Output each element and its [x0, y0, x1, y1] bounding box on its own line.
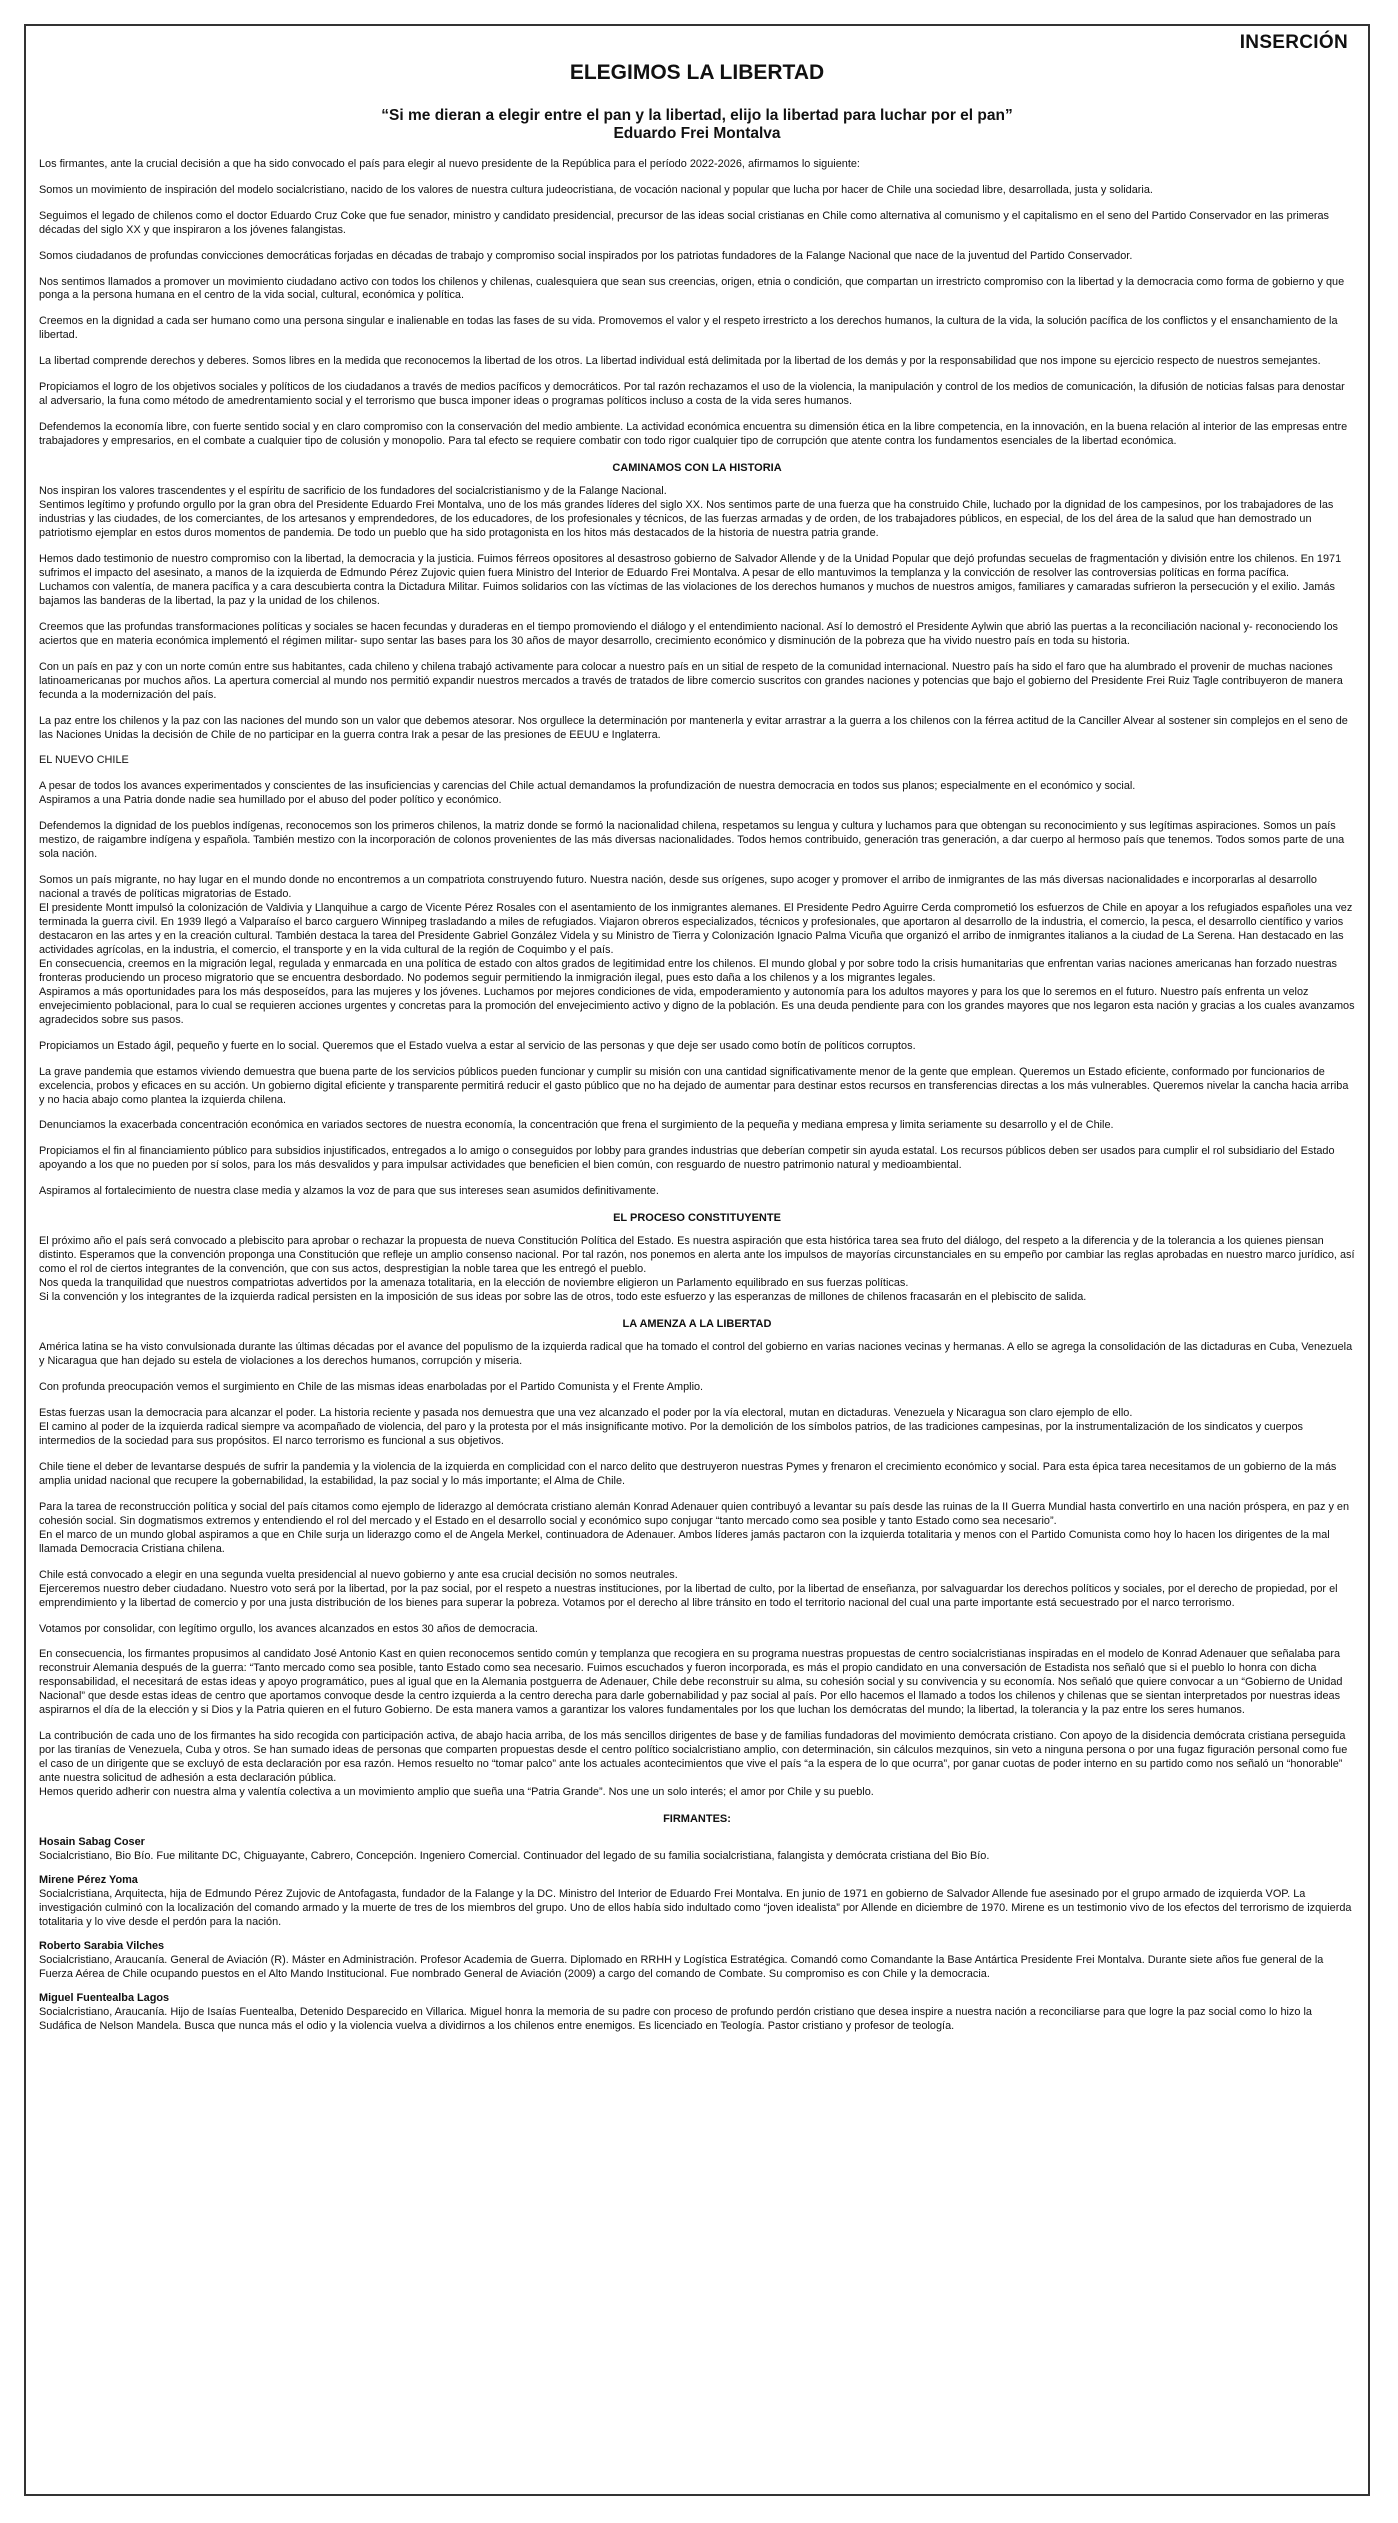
paragraph: Creemos en la dignidad a cada ser humano como una persona singular e inalienable en todas las fases de su vida. Promovemos el valor y el respeto irrestricto a los derechos humanos, la cultura de la vida, la solución pacífica de los conflictos y el ensanchamiento de la libertad.: [39, 315, 1338, 342]
paragraph: La libertad comprende derechos y deberes. Somos libres en la medida que reconocemos la libertad de los otros. La libertad individual está delimitada por la libertad de los demás y por la responsabilidad que nos impone su ejercicio respecto de nuestros semejantes.: [39, 355, 1321, 368]
firmante: [39, 1940, 1355, 1982]
firmante-name: Miguel Fuentealba Lagos: [39, 1991, 170, 2004]
amenaza-section: [39, 1341, 1355, 1800]
epigraph-quote: “Si me dieran a elegir entre el pan y la libertad, elijo la libertad para luchar por el pan”: [381, 106, 1013, 124]
paragraph: Con profunda preocupación vemos el surgimiento en Chile de las mismas ideas enarboladas por el Partido Comunista y el Frente Amplio.: [39, 1381, 704, 1394]
paragraph: Seguimos el legado de chilenos como el doctor Eduardo Cruz Coke que fue senador, ministro y candidato presidencial, precursor de las ideas social cristianas en Chile como alternativa al comunismo y el capitalismo en el seno del Partido Conservador en las primeras décadas del siglo XX y que inspiraron a los jóvenes falangistas.: [39, 209, 1330, 236]
firmante-name: Roberto Sarabia Vilches: [39, 1939, 165, 1952]
paragraph: A pesar de todos los avances experimentados y conscientes de las insuficiencias y carencias del Chile actual demandamos la profundización de nuestra democracia en todos sus planos; especialmente en el económico y social. Aspiramos a una Patria donde nadie sea humillado por el abuso del poder político y económico.: [39, 780, 1136, 807]
constituyente-section: [39, 1235, 1355, 1305]
paragraph: Aspiramos al fortalecimiento de nuestra clase media y alzamos la voz de para que sus intereses sean asumidos definitivamente.: [39, 1185, 659, 1198]
paragraph: Hemos dado testimonio de nuestro compromiso con la libertad, la democracia y la justicia. Fuimos férreos opositores al desastroso gobierno de Salvador Allende y de la Unidad Popular que dejó profundas secuelas de fragmentación y división entre los chilenos. En 1971 sufrimos el impacto del asesinato, a manos de la izquierda de Edmundo Pérez Zujovic quien fuera Ministro del Interior de Eduardo Frei Montalva. A pesar de ello mantuvimos la templanza y la convicción de resolver las controversias políticas en forma pacífica. Luchamos con valentía, de manera pacífica y a cara descubierta contra la Dictadura Militar. Fuimos solidarios con las víctimas de las violaciones de los derechos humanos y muchos de nuestros amigos, familiares y camaradas sufrieron la persecución y el exilio. Jamás bajamos las banderas de la libertad, la paz y la unidad de los chilenos.: [39, 552, 1342, 607]
paragraph: Nos inspiran los valores trascendentes y el espíritu de sacrificio de los fundadores del socialcristianismo y de la Falange Nacional. Sentimos legítimo y profundo orgullo por la gran obra del Presidente Eduardo Frei Montalva, uno de los más grandes líderes del siglo XX. Nos sentimos parte de una fuerza que ha construido Chile, luchado por la dignidad de los campesinos, por los trabajadores de las industrias y las ciudades, de los comerciantes, de los artesanos y emprendedores, de los educadores, de los profesionales y técnicos, de las fuerzas armadas y de orden, de los trabajadores públicos, en especial, de los del área de la salud que han demostrado un patriotismo ejemplar en estos duros momentos de pandemia. De todo un pueblo que ha sido protagonista en los hitos más destacados de la historia de nuestra patria grande.: [39, 485, 1334, 540]
paragraph: En consecuencia, los firmantes propusimos al candidato José Antonio Kast en quien reconocemos sentido común y templanza que recogiera en su programa nuestras propuestas de centro socialcristianas inspiradas en el modelo de Konrad Adenauer que señalaba para reconstruir Alemania después de la guerra: “Tanto mercado como sea posible, tanto Estado como sea necesario. Fuimos escuchados y fueron incorporada, es más el propio candidato en una conversación de Estadista nos señaló que si el pueblo lo honra con dicha responsabilidad, el necesitará de estas ideas y apoyo programático, pues al igual que en la Alemania postguerra de Adenauer, Chile debe reconstruir su alma, su cohesión social y su convivencia y su economía. Nos señaló que quiere convocar a un “Gobierno de Unidad Nacional” que desde estas ideas de centro que aportamos convoque desde la centro izquierda a la centro derecha para darle gobernabilidad y paz social al país. Por ello hacemos el llamado a todos los chilenos y chilenas que se sientan interpretados por nuestras ideas aspirarnos el día de la elección y si Dios y la Patria quieren en el futuro Gobierno. De esta manera vamos a garantizar los valores fundamentales por los que luchan los demócratas del mundo; la libertad, la tolerancia y la paz entre los seres humanos.: [39, 1648, 1343, 1717]
insercion-label: INSERCIÓN: [1239, 32, 1348, 53]
epigraph-author: Eduardo Frei Montalva: [613, 124, 781, 142]
firmante-bio: Socialcristiana, Arquitecta, hija de Edmundo Pérez Zujovic de Antofagasta, fundador de la Falange y la DC. Ministro del Interior de Eduardo Frei Montalva. En junio de 1971 en gobierno de Salvador Allende fue asesinado por el grupo armado de izquierda VOP. La investigación culminó con la localización del comando armado y la muerte de tres de los miembros del grupo. Uno de ellos había sido indultado como “joven idealista” por Allende en diciembre de 1970. Mirene es un testimonio vivo de los efectos del terrorismo de izquierda totalitaria y lo vive desde el perdón para la nación.: [39, 1887, 1352, 1928]
firmante-bio: Socialcristiano, Araucanía. General de Aviación (R). Máster en Administración. Profesor Academia de Guerra. Diplomado en RRHH y Logística Estratégica. Comandó como Comandante la Base Antártica Presidente Frei Montalva. Durante siete años fue general de la Fuerza Aérea de Chile ocupando puestos en el Alto Mando Institucional. Fue nombrado General de Aviación (2009) a cargo del comando de Combate. Su compromiso es con Chile y la democracia.: [39, 1953, 1324, 1980]
paragraph: Los firmantes, ante la crucial decisión a que ha sido convocado el país para elegir al nuevo presidente de la República para el período 2022-2026, afirmamos lo siguiente:: [39, 157, 860, 170]
historia-section: [39, 485, 1355, 742]
firmantes-list: [39, 1836, 1355, 2033]
paragraph: Creemos que las profundas transformaciones políticas y sociales se hacen fecundas y duraderas en el tiempo promoviendo el diálogo y el entendimiento nacional. Así lo demostró el Presidente Aylwin que abrió las puertas a la reconciliación nacional y- reconociendo los aciertos que en materia económica implementó el régimen militar- supo sentar las bases para los 30 años de mayor desarrollo, crecimiento económico y disminución de la pobreza que ha vivido nuestro país en toda su historia.: [39, 620, 1338, 647]
paragraph: Somos un país migrante, no hay lugar en el mundo donde no encontremos a un compatriota construyendo futuro. Nuestra nación, desde sus orígenes, supo acoger y promover el arribo de inmigrantes de las más diversas nacionalidades e incorporarlas al desarrollo nacional a través de políticas migratorias de Estado. El presidente Montt impulsó la colonización de Valdivia y Llanquihue a cargo de Vicente Pérez Rosales con el asentamiento de los inmigrantes alemanes. El Presidente Pedro Aguirre Cerda comprometió los esfuerzos de Chile en apoyar a los refugiados españoles una vez terminada la guerra civil. En 1939 llegó a Valparaíso el barco carguero Winnipeg trasladando a miles de refugiados. Viajaron obreros especializados, técnicos y profesionales, que aportaron al desarrollo de la industria, el comercio, la pesca, el desarrollo científico y varios destacaron en las artes y en la creación cultural. También destaca la tarea del Presidente Gabriel González Videla y su Ministro de Tierra y Colonización Ignacio Palma Vicuña que organizó el arribo de inmigrantes italianos a la ciudad de La Serena. Han destacado en las actividades agrícolas, en la industria, el comercio, el transporte y en la vida cultural de la región de Coquimbo y el país. En consecuencia, creemos en la migración legal, regulada y enmarcada en una política de estado con altos grados de legitimidad entre los chilenos. El mundo global y por sobre todo la crisis humanitarias que enfrentan varias naciones americanas han forzado nuestras fronteras produciendo un proceso migratorio que se encuentra desbordado. No podemos seguir permitiendo la inmigración ilegal, pues esto daña a los chilenos y a los migrantes legales. Aspiramos a más oportunidades para los más desposeídos, para las mujeres y los jóvenes. Luchamos por mejores condiciones de vida, empoderamiento y autonomía para los adultos mayores y para los que lo seremos en el futuro. Nuestro país enfrenta un veloz envejecimiento poblacional, para lo cual se requieren acciones urgentes y concretas para la promoción del envejecimiento activo y digno de la población. Es una deuda pendiente para con los grandes mayores que nos legaron esta nación y gracias a los cuales avanzamos agradecidos sobre sus pasos.: [39, 874, 1355, 1026]
paragraph: Con un país en paz y con un norte común entre sus habitantes, cada chileno y chilena trabajó activamente para colocar a nuestro país en un sitial de respeto de la comunidad internacional. Nuestro país ha sido el faro que ha alumbrado el provenir de muchas naciones latinoamericanas por muchos años. La apertura comercial al mundo nos permitió expandir nuestros mercados a través de tratados de libre comercio suscritos con grandes naciones y potencias que bajo el gobierno del Presidente Frei Ruiz Tagle contribuyeron de manera fecunda a la modernización del país.: [39, 660, 1343, 701]
section-heading-historia: CAMINAMOS CON LA HISTORIA: [612, 462, 782, 475]
paragraph: La contribución de cada uno de los firmantes ha sido recogida con participación activa, de abajo hacia arriba, de los más sencillos dirigentes de base y de familias fundadoras del movimiento demócrata cristiano. Con apoyo de la disidencia demócrata cristiana perseguida por las tiranías de Venezuela, Cuba y otros. Se han sumado ideas de personas que comparten propuestas desde el centro político socialcristiano amplio, con determinación, sin cálculos mezquinos, sin veto a ninguna persona o por una fugaz figuración personal como fue el caso de un dirigente que se excluyó de esta declaración por esa razón. Hemos resuelto no “tomar palco” ante los actuales acontecimientos que vive el país “a la espera de lo que ocurra”, por ganar cuotas de poder interno en su partido como nos señaló un “honorable” ante nuestra solicitud de adhesión a esta declaración pública. Hemos querido adherir con nuestra alma y valentía colectiva a un movimiento amplio que sueña una “Patria Grande”. Nos une un solo interés; el amor por Chile y su pueblo.: [39, 1730, 1348, 1799]
nuevo-chile-section: [39, 780, 1355, 1199]
paragraph: Chile tiene el deber de levantarse después de sufrir la pandemia y la violencia de la izquierda en complicidad con el narco delito que destruyeron nuestras Pymes y frenaron el crecimiento económico y social. Para esta épica tarea necesitamos de un gobierno de la más amplia unidad nacional que recupere la gobernabilidad, la estabilidad, la paz social y lo más importante; el Alma de Chile.: [39, 1460, 1337, 1487]
article-content: [39, 60, 1355, 2044]
section-heading-nuevo-chile: EL NUEVO CHILE: [39, 754, 129, 767]
paragraph: América latina se ha visto convulsionada durante las últimas décadas por el avance del populismo de la izquierda radical que ha tomado el control del gobierno en varias naciones vecinas y hermanas. A ello se agrega la consolidación de las dictaduras en Cuba, Venezuela y Nicaragua que han dejado su estela de violaciones a los derechos humanos, corrupción y miseria.: [39, 1341, 1353, 1368]
paragraph: Para la tarea de reconstrucción política y social del país citamos como ejemplo de liderazgo al demócrata cristiano alemán Konrad Adenauer quien contribuyó a levantar su país desde las ruinas de la II Guerra Mundial hasta convertirlo en una nación próspera, en paz y en cohesión social. Sin dogmatismos extremos y entendiendo el rol del mercado y el Estado en el desarrollo social y económico supo conjugar “tanto mercado como sea posible y tanto Estado como sea necesario”. En el marco de un mundo global aspiramos a que en Chile surja un liderazgo como el de Angela Merkel, continuadora de Adenauer. Ambos líderes jamás pactaron con la izquierda totalitaria y menos con el Partido Comunista como hoy lo hacen los dirigentes de la mal llamada Democracia Cristiana chilena.: [39, 1500, 1350, 1555]
paragraph: Defendemos la economía libre, con fuerte sentido social y en claro compromiso con la conservación del medio ambiente. La actividad económica encuentra su dimensión ética en la libre competencia, en la innovación, en la buena relación al interior de las empresas entre trabajadores y empresarios, en el combate a cualquier tipo de colusión y monopolio. Para tal efecto se requiere combatir con todo rigor cualquier tipo de corrupción que atente contra los fundamentos esenciales de la libertad económica.: [39, 421, 1348, 448]
paragraph: Somos un movimiento de inspiración del modelo socialcristiano, nacido de los valores de nuestra cultura judeocristiana, de vocación nacional y popular que lucha por hacer de Chile una sociedad libre, desarrollada, justa y solidaria.: [39, 183, 1153, 196]
paragraph: Defendemos la dignidad de los pueblos indígenas, reconocemos son los primeros chilenos, la matriz donde se formó la nacionalidad chilena, respetamos su lengua y cultura y luchamos para que obtengan su reconocimiento y sus legítimas aspiraciones. Somos un país mestizo, de raigambre indígena y española. También mestizo con la incorporación de colonos provenientes de las más diversas nacionalidades. Todos hemos contribuido, generación tras generación, a dar cuerpo al hermoso país que tenemos. Todos somos parte de una sola nación.: [39, 820, 1345, 861]
intro-section: [39, 158, 1355, 449]
paragraph: La grave pandemia que estamos viviendo demuestra que buena parte de los servicios públicos pueden funcionar y cumplir su misión con una cantidad significativamente menor de la gente que emplean. Queremos un Estado eficiente, conformado por funcionarios de excelencia, probos y eficaces en su acción. Un gobierno digital eficiente y transparente permitirá reducir el gasto público que no ha dejado de aumentar para destinar estos recursos en transferencias directas a los más vulnerables. Queremos nivelar la cancha hacia arriba y no hacia abajo como plantea la izquierda chilena.: [39, 1065, 1349, 1106]
paragraph: Denunciamos la exacerbada concentración económica en variados sectores de nuestra economía, la concentración que frena el surgimiento de la pequeña y mediana empresa y limita seriamente su desarrollo y el de Chile.: [39, 1119, 1114, 1132]
firmante-name: Hosain Sabag Coser: [39, 1836, 145, 1849]
paragraph: Somos ciudadanos de profundas convicciones democráticas forjadas en décadas de trabajo y compromiso social inspirados por los patriotas fundadores de la Falange Nacional que nace de la juventud del Partido Conservador.: [39, 249, 1133, 262]
paragraph: Nos sentimos llamados a promover un movimiento ciudadano activo con todos los chilenos y chilenas, cualesquiera que sean sus creencias, origen, etnia o condición, que compartan un irrestricto compromiso con la libertad y la democracia como forma de gobierno y que ponga a la persona humana en el centro de la vida social, cultural, económica y política.: [39, 275, 1345, 302]
article-title: ELEGIMOS LA LIBERTAD: [569, 61, 825, 84]
section-heading-amenaza: LA AMENZA A LA LIBERTAD: [622, 1318, 772, 1331]
paragraph: Propiciamos un Estado ágil, pequeño y fuerte en lo social. Queremos que el Estado vuelva a estar al servicio de las personas y que deje ser usado como botín de políticos corruptos.: [39, 1039, 916, 1052]
firmante-name: Mirene Pérez Yoma: [39, 1873, 138, 1886]
paragraph: Chile está convocado a elegir en una segunda vuelta presidencial al nuevo gobierno y ante esa crucial decisión no somos neutrales. Ejerceremos nuestro deber ciudadano. Nuestro voto será por la libertad, por la paz social, por el respeto a nuestras instituciones, por la libertad de culto, por la libertad de enseñanza, por salvaguardar los derechos políticos y sociales, por el derecho de propiedad, por el emprendimiento y la libertad de comercio y por una justa distribución de los bienes para superar la pobreza. Votamos por el derecho al libre tránsito en todo el territorio nacional del cual una parte importante está secuestrado por el narco terrorismo.: [39, 1568, 1338, 1609]
firmante: [39, 1836, 1355, 1864]
paragraph: Propiciamos el logro de los objetivos sociales y políticos de los ciudadanos a través de medios pacíficos y democráticos. Por tal razón rechazamos el uso de la violencia, la manipulación y control de los medios de comunicación, la difusión de noticias falsas para denostar al adversario, la funa como método de amedrentamiento social y el terrorismo que busca imponer ideas o programas políticos incluso a costa de la vida seres humanos.: [39, 381, 1345, 408]
paragraph: Votamos por consolidar, con legítimo orgullo, los avances alcanzados en estos 30 años de democracia.: [39, 1622, 538, 1635]
section-heading-constituyente: EL PROCESO CONSTITUYENTE: [613, 1212, 781, 1225]
firmante: [39, 1874, 1355, 1930]
newspaper-insert: [24, 24, 1370, 2496]
section-heading-firmantes: FIRMANTES:: [663, 1813, 731, 1825]
paragraph: Estas fuerzas usan la democracia para alcanzar el poder. La historia reciente y pasada nos demuestra que una vez alcanzado el poder por la vía electoral, mutan en dictaduras. Venezuela y Nicaragua son claro ejemplo de ello. El camino al poder de la izquierda radical siempre va acompañado de violencia, del paro y la protesta por el más insignificante motivo. Por la demolición de los símbolos patrios, de las tradiciones campesinas, por la instrumentalización de los sindicatos y cuerpos intermedios de la sociedad para sus propósitos. El narco terrorismo es funcional a sus objetivos.: [39, 1407, 1303, 1447]
firmante: [39, 1992, 1355, 2034]
firmante-bio: Socialcristiano, Araucanía. Hijo de Isaías Fuentealba, Detenido Desparecido en Villarica. Miguel honra la memoria de su padre con proceso de profundo perdón cristiano que desea inspire a nuestra nación a reconciliarse para que logre la paz social como lo hizo la Sudáfica de Nelson Mandela. Busca que nunca más el odio y la violencia vuelva a dividirnos a los chilenos entre enemigos. Es licenciado en Teología. Pastor cristiano y profesor de teología.: [39, 2005, 1312, 2032]
paragraph: La paz entre los chilenos y la paz con las naciones del mundo son un valor que debemos atesorar. Nos orgullece la determinación por mantenerla y evitar arrastrar a la guerra a los chilenos con la férrea actitud de la Canciller Alvear al sostener sin complejos en el seno de las Naciones Unidas la decisión de Chile de no participar en la guerra contra Irak a pesar de las presiones de EEUU e Inglaterra.: [39, 714, 1348, 741]
firmante-bio: Socialcristiano, Bio Bío. Fue militante DC, Chiguayante, Cabrero, Concepción. Ingeniero Comercial. Continuador del legado de su familia socialcristiana, falangista y demócrata cristiana del Bio Bío.: [39, 1850, 990, 1863]
paragraph: El próximo año el país será convocado a plebiscito para aprobar o rechazar la propuesta de nueva Constitución Política del Estado. Es nuestra aspiración que esta histórica tarea sea fruto del diálogo, del respeto a la diferencia y de la tolerancia a los quienes piensan distinto. Esperamos que la convención proponga una Constitución que refleje un amplio consenso nacional. Por tal razón, nos ponemos en alerta ante los impulsos de mayorías circunstanciales en su empeño por cambiar las reglas aprobadas en nuestro marco jurídico, así como el rol de ciertos integrantes de la convención, que con sus actos, desprestigian la noble tarea que les entregó el pueblo. Nos queda la tranquilidad que nuestros compatriotas advertidos por la amenaza totalitaria, en la elección de noviembre eligieron un Parlamento equilibrado en sus fuerzas políticas. Si la convención y los integrantes de la izquierda radical persisten en la imposición de sus ideas por sobre las de otros, todo este esfuerzo y las esperanzas de millones de chilenos fracasarán en el plebiscito de salida.: [39, 1235, 1355, 1304]
paragraph: Propiciamos el fin al financiamiento público para subsidios injustificados, entregados a lo amigo o conseguidos por lobby para grandes industrias que deberían competir sin ayuda estatal. Los recursos públicos deben ser usados para cumplir el rol subsidiario del Estado apoyando a los que no pueden por sí solos, para los más desvalidos y para impulsar actividades que beneficien el bien común, con resguardo de nuestro patrimonio natural y medioambiental.: [39, 1145, 1335, 1172]
